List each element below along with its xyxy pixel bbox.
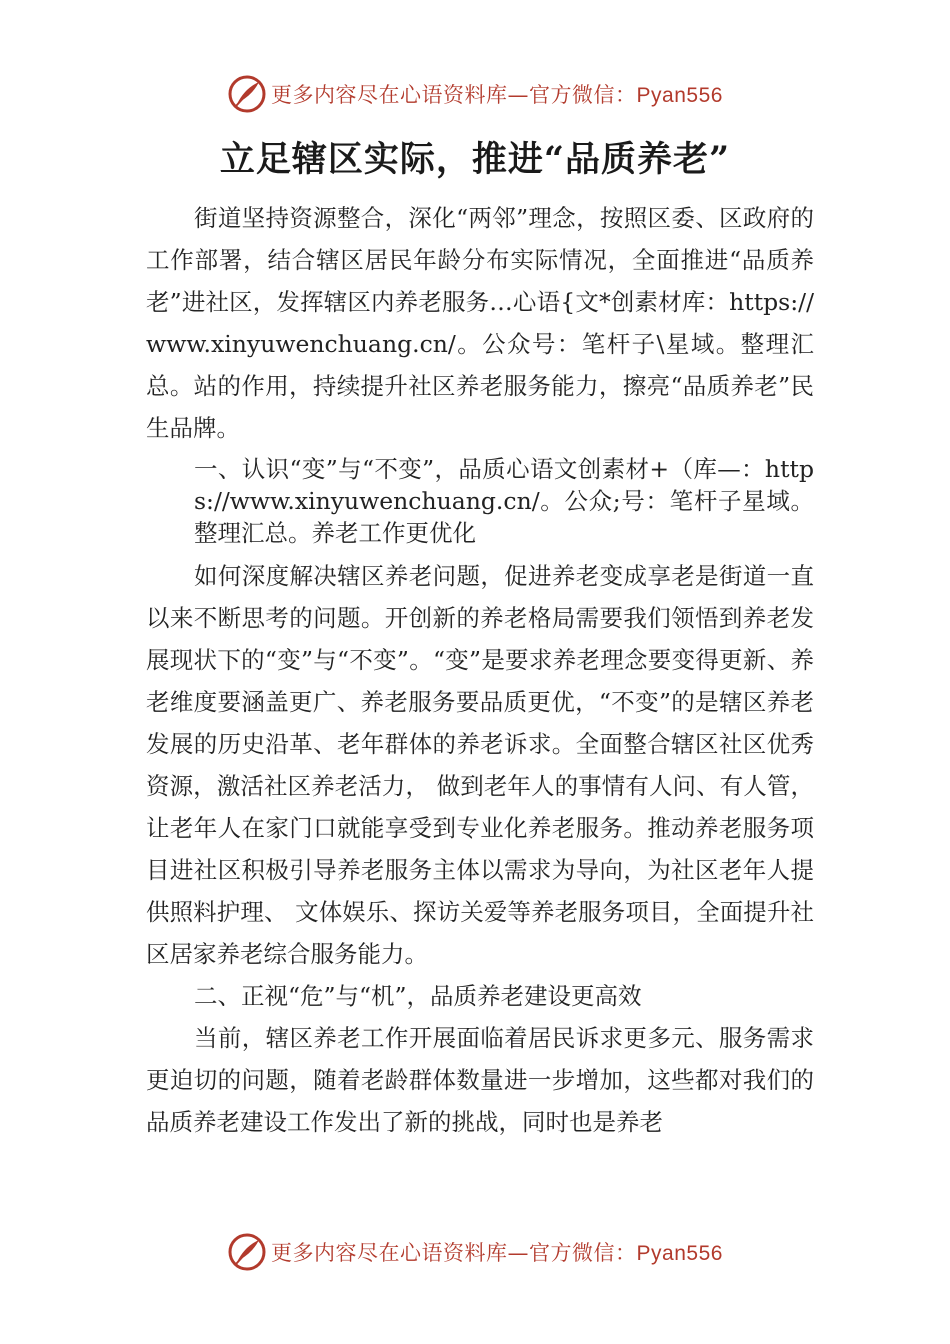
paragraph-section-1: 如何深度解决辖区养老问题，促进养老变成享老是街道一直以来不断思考的问题。开创新的养老格局需要我们领悟到养老发展现状下的“变”与“不变”。“变”是要求养老理念要变得更新、养老维度要涵盖更广、养老服务要品质更优，“不变”的是辖区养老发展的历史沿革、老年群体的养老诉求。全面整合辖区社区优秀资源，激活社区养老活力， 做到老年人的事情有人问、有人管，让老年人在家门口就能享受到专业化养老服务。推动养老服务项目进社区积极引导养老服务主体以需求为导向，为社区老年人提供照料护理、 文体娱乐、探访关爱等养老服务项目，全面提升社区居家养老综合服务能力。 bbox=[146, 562, 814, 968]
paragraph-section-2: 当前，辖区养老工作开展面临着居民诉求更多元、服务需求更迫切的问题，随着老龄群体数量进一步增加，这些都对我们的品质养老建设工作发出了新的挑战，同时也是养老 bbox=[146, 1024, 814, 1136]
document-title: 立足辖区实际，推进“品质养老” bbox=[219, 139, 731, 180]
section-heading-2: 二、正视“危”与“机”，品质养老建设更高效 bbox=[194, 982, 642, 1010]
watermark-text: 更多内容尽在心语资料库—官方微信：Pyan556 bbox=[271, 1241, 723, 1265]
section-heading-1: 一、认识“变”与“不变”，品质心语文创素材+（库—：https://www.xinyuwenchuang.cn/。公众;号：笔杆子星域。整理汇总。养老工作更优化 bbox=[194, 455, 814, 547]
watermark-text: 更多内容尽在心语资料库—官方微信：Pyan556 bbox=[271, 83, 723, 107]
watermark-banner-top bbox=[0, 70, 950, 118]
watermark-banner-bottom bbox=[0, 1228, 950, 1276]
quill-pen-logo-icon bbox=[227, 1232, 267, 1272]
paragraph-intro: 街道坚持资源整合，深化“两邻”理念，按照区委、区政府的工作部署，结合辖区居民年龄分布实际情况，全面推进“品质养老”进社区，发挥辖区内养老服务…心语{文*创素材库：https://www.xinyuwenchuang.cn/。公众号：笔杆子\星域。整理汇总。站的作用，持续提升社区养老服务能力，擦亮“品质养老”民生品牌。 bbox=[146, 204, 814, 442]
quill-pen-logo-icon bbox=[227, 74, 267, 114]
document-body bbox=[146, 197, 814, 1143]
